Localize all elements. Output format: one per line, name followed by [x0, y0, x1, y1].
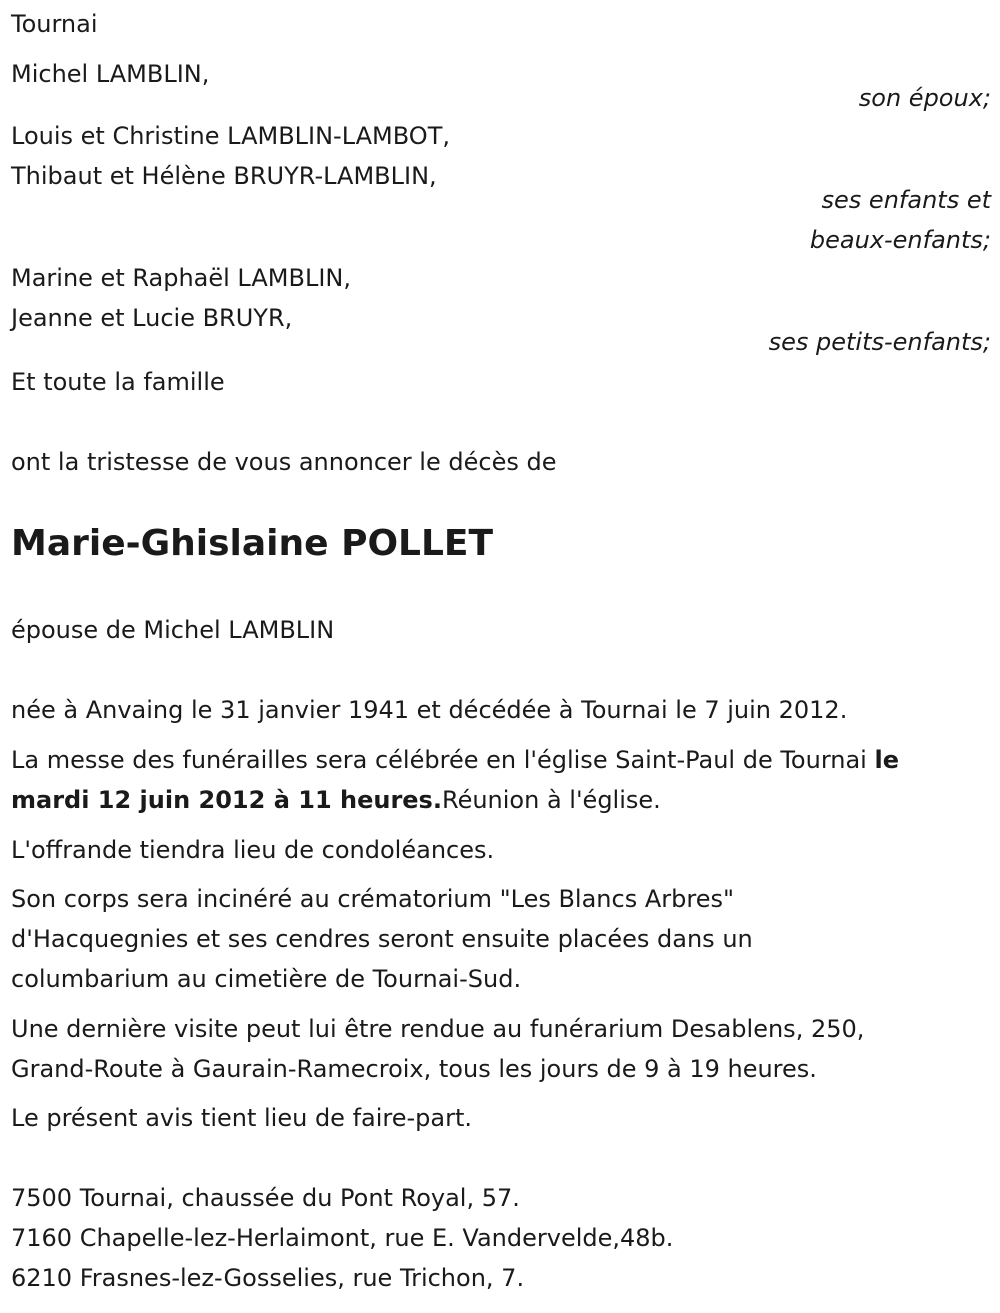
- funeral-bold-1: le: [874, 746, 899, 774]
- visit-line-1: Une dernière visite peut lui être rendue au funérarium Desablens, 250,: [11, 1015, 865, 1043]
- grandchildren-role: ses petits-enfants;: [768, 328, 991, 356]
- spouse-role: son époux;: [858, 84, 991, 112]
- children-role-2: beaux-enfants;: [809, 226, 991, 254]
- cremation-line-3: columbarium au cimetière de Tournai-Sud.: [11, 965, 522, 993]
- visit-line-2: Grand-Route à Gaurain-Ramecroix, tous les jours de 9 à 19 heures.: [11, 1055, 817, 1083]
- children-role-1: ses enfants et: [821, 186, 991, 214]
- cremation-line-2: d'Hacquegnies et ses cendres seront ensuite placées dans un: [11, 925, 753, 953]
- funeral-text-1: La messe des funérailles sera célébrée en l'église Saint-Paul de Tournai: [11, 746, 875, 774]
- family-line: Et toute la famille: [11, 368, 225, 396]
- city-heading: Tournai: [11, 10, 98, 38]
- address-2: 7160 Chapelle-lez-Herlaimont, rue E. Vandervelde,48b.: [11, 1224, 674, 1252]
- cremation-line-1: Son corps sera incinéré au crématorium "Les Blancs Arbres": [11, 885, 735, 913]
- offering: L'offrande tiendra lieu de condoléances.: [11, 836, 495, 864]
- announcement: ont la tristesse de vous annoncer le décès de: [11, 448, 557, 476]
- child-line-2: Thibaut et Hélène BRUYR-LAMBLIN,: [11, 162, 437, 190]
- grandchild-line-1: Marine et Raphaël LAMBLIN,: [11, 264, 351, 292]
- deceased-name: Marie-Ghislaine POLLET: [11, 523, 494, 564]
- funeral-line-2: [11, 784, 661, 816]
- spouse-of: épouse de Michel LAMBLIN: [11, 616, 335, 644]
- birth-death: née à Anvaing le 31 janvier 1941 et décédée à Tournai le 7 juin 2012.: [11, 696, 848, 724]
- notice: Le présent avis tient lieu de faire-part.: [11, 1104, 473, 1132]
- address-3: 6210 Frasnes-lez-Gosselies, rue Trichon, 7.: [11, 1264, 525, 1292]
- grandchild-line-2: Jeanne et Lucie BRUYR,: [11, 304, 293, 332]
- funeral-text-2: Réunion à l'église.: [441, 786, 661, 814]
- address-1: 7500 Tournai, chaussée du Pont Royal, 57.: [11, 1184, 520, 1212]
- funeral-line-1: [11, 744, 899, 776]
- funeral-date: mardi 12 juin 2012 à 11 heures.: [11, 786, 442, 814]
- child-line-1: Louis et Christine LAMBLIN-LAMBOT,: [11, 122, 450, 150]
- spouse-name: Michel LAMBLIN,: [11, 60, 210, 88]
